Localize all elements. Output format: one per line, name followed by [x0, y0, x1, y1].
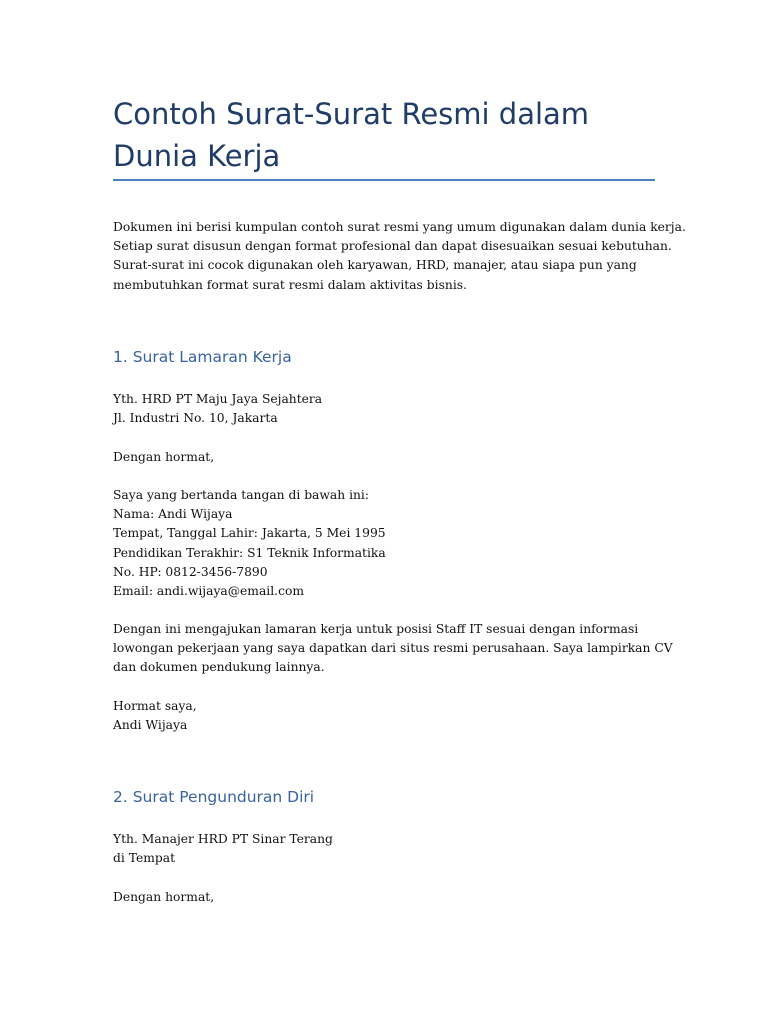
detail-line: Email: andi.wijaya@email.com: [113, 584, 305, 599]
closing-line: Hormat saya,: [113, 699, 197, 713]
body-line: dan dokumen pendukung lainnya.: [113, 660, 325, 675]
title-underline: [113, 179, 655, 181]
document-title: Contoh Surat-Surat Resmi dalam Dunia Kerja: [113, 97, 590, 173]
detail-line: Tempat, Tanggal Lahir: Jakarta, 5 Mei 1995: [113, 526, 386, 541]
body-line: lowongan pekerjaan yang saya dapatkan dari situs resmi perusahaan. Saya lampirkan CV: [113, 641, 673, 656]
detail-line: No. HP: 0812-3456-7890: [113, 564, 268, 579]
greeting: Dengan hormat,: [113, 890, 215, 904]
detail-line: Saya yang bertanda tangan di bawah ini:: [113, 488, 370, 502]
greeting: Dengan hormat,: [113, 450, 215, 464]
application-body: [113, 620, 673, 678]
section-heading-lamaran: 1. Surat Lamaran Kerja: [113, 348, 292, 366]
intro-line: membutuhkan format surat resmi dalam aktivitas bisnis.: [113, 277, 467, 292]
document-page: [113, 0, 686, 1024]
section-heading-pengunduran: 2. Surat Pengunduran Diri: [113, 788, 315, 806]
recipient-address: [113, 390, 673, 428]
detail-line: Nama: Andi Wijaya: [113, 507, 233, 522]
intro-line: Surat-surat ini cocok digunakan oleh karyawan, HRD, manajer, atau siapa pun yang: [113, 258, 637, 273]
recipient-line: Jl. Industri No. 10, Jakarta: [113, 411, 278, 426]
intro-line: Dokumen ini berisi kumpulan contoh surat resmi yang umum digunakan dalam dunia kerja.: [113, 220, 686, 234]
detail-line: Pendidikan Terakhir: S1 Teknik Informatika: [113, 545, 386, 560]
closing-line: Andi Wijaya: [113, 718, 188, 733]
recipient-line: Yth. HRD PT Maju Jaya Sejahtera: [113, 392, 323, 406]
body-line: Dengan ini mengajukan lamaran kerja untuk posisi Staff IT sesuai dengan informasi: [113, 622, 639, 636]
applicant-details: [113, 486, 673, 601]
intro-line: Setiap surat disusun dengan format profesional dan dapat disesuaikan sesuai kebutuhan.: [113, 239, 672, 254]
intro-paragraph: [113, 218, 686, 295]
recipient-address: [113, 830, 673, 868]
closing-signature: [113, 697, 673, 735]
recipient-line: di Tempat: [113, 851, 176, 866]
recipient-line: Yth. Manajer HRD PT Sinar Terang: [113, 832, 333, 846]
